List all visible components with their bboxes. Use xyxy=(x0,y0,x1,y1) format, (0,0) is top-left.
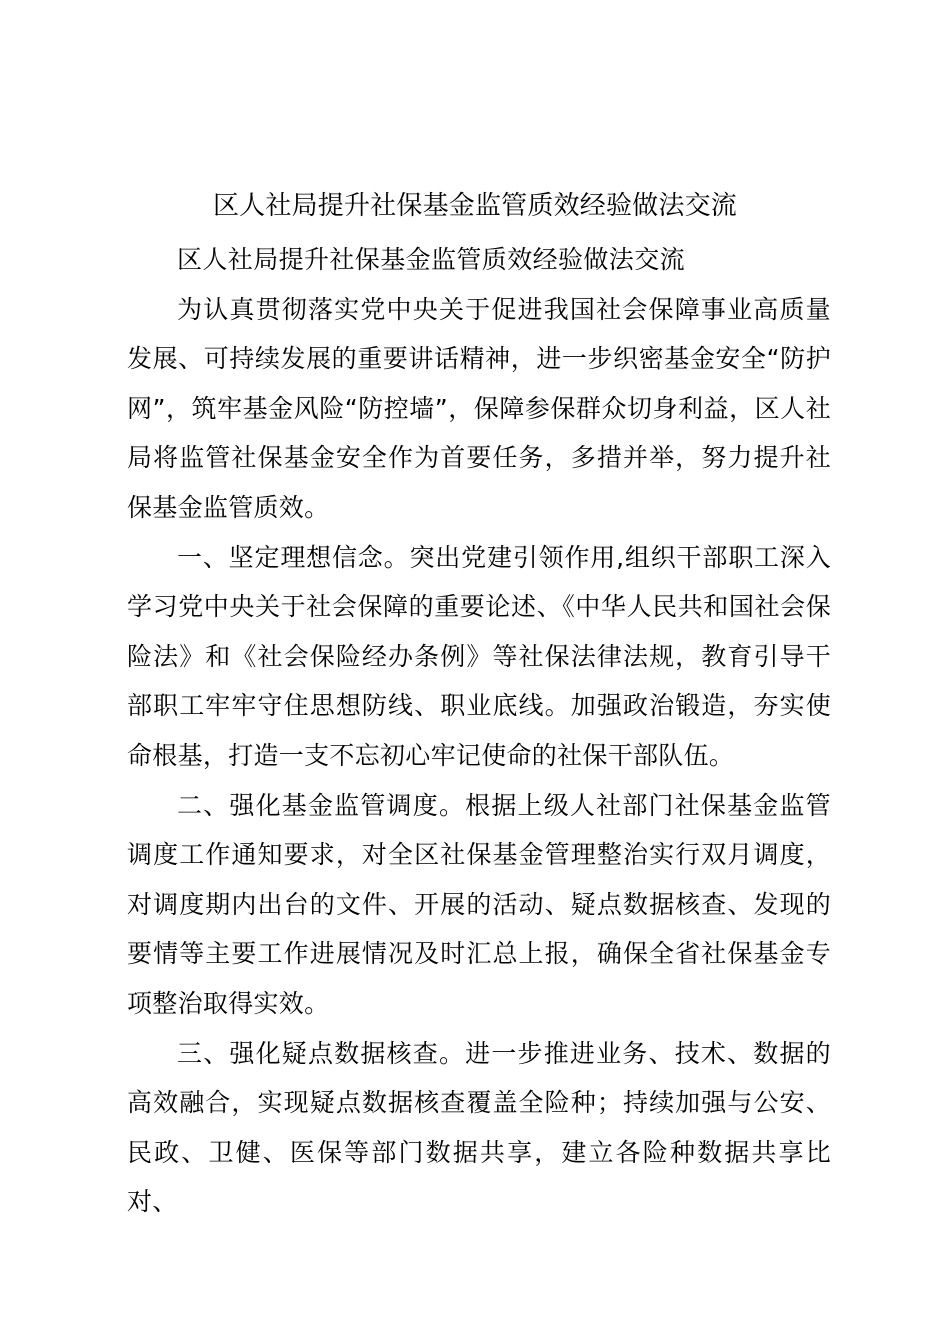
paragraph-section-2: 二、强化基金监管调度。根据上级人社部门社保基金监管调度工作通知要求，对全区社保基金管理整治实行双月调度，对调度期内出台的文件、开展的活动、疑点数据核查、发现的要情等主要工作进展情况及时汇总上报，确保全省社保基金专项整治取得实效。 xyxy=(127,790,831,1018)
paragraph-intro: 为认真贯彻落实党中央关于促进我国社会保障事业高质量发展、可持续发展的重要讲话精神，进一步织密基金安全“防护网”，筑牢基金风险“防控墙”，保障参保群众切身利益，区人社局将监管社保基金安全作为首要任务，多措并举，努力提升社保基金监管质效。 xyxy=(127,294,831,522)
document-subtitle: 区人社局提升社保基金监管质效经验做法交流 xyxy=(177,245,686,274)
paragraph-section-3: 三、强化疑点数据核查。进一步推进业务、技术、数据的高效融合，实现疑点数据核查覆盖全险种；持续加强与公安、民政、卫健、医保等部门数据共享，建立各险种数据共享比对、 xyxy=(127,1038,831,1217)
document-body xyxy=(127,235,831,1227)
document-title: 区人社局提升社保基金监管质效经验做法交流 xyxy=(212,191,737,221)
paragraph-section-1: 一、坚定理想信念。突出党建引领作用,组织干部职工深入学习党中央关于社会保障的重要论述、《中华人民共和国社会保险法》和《社会保险经办条例》等社保法律法规，教育引导干部职工牢牢守住思想防线、职业底线。加强政治锻造，夯实使命根基，打造一支不忘初心牢记使命的社保干部队伍。 xyxy=(127,542,831,770)
